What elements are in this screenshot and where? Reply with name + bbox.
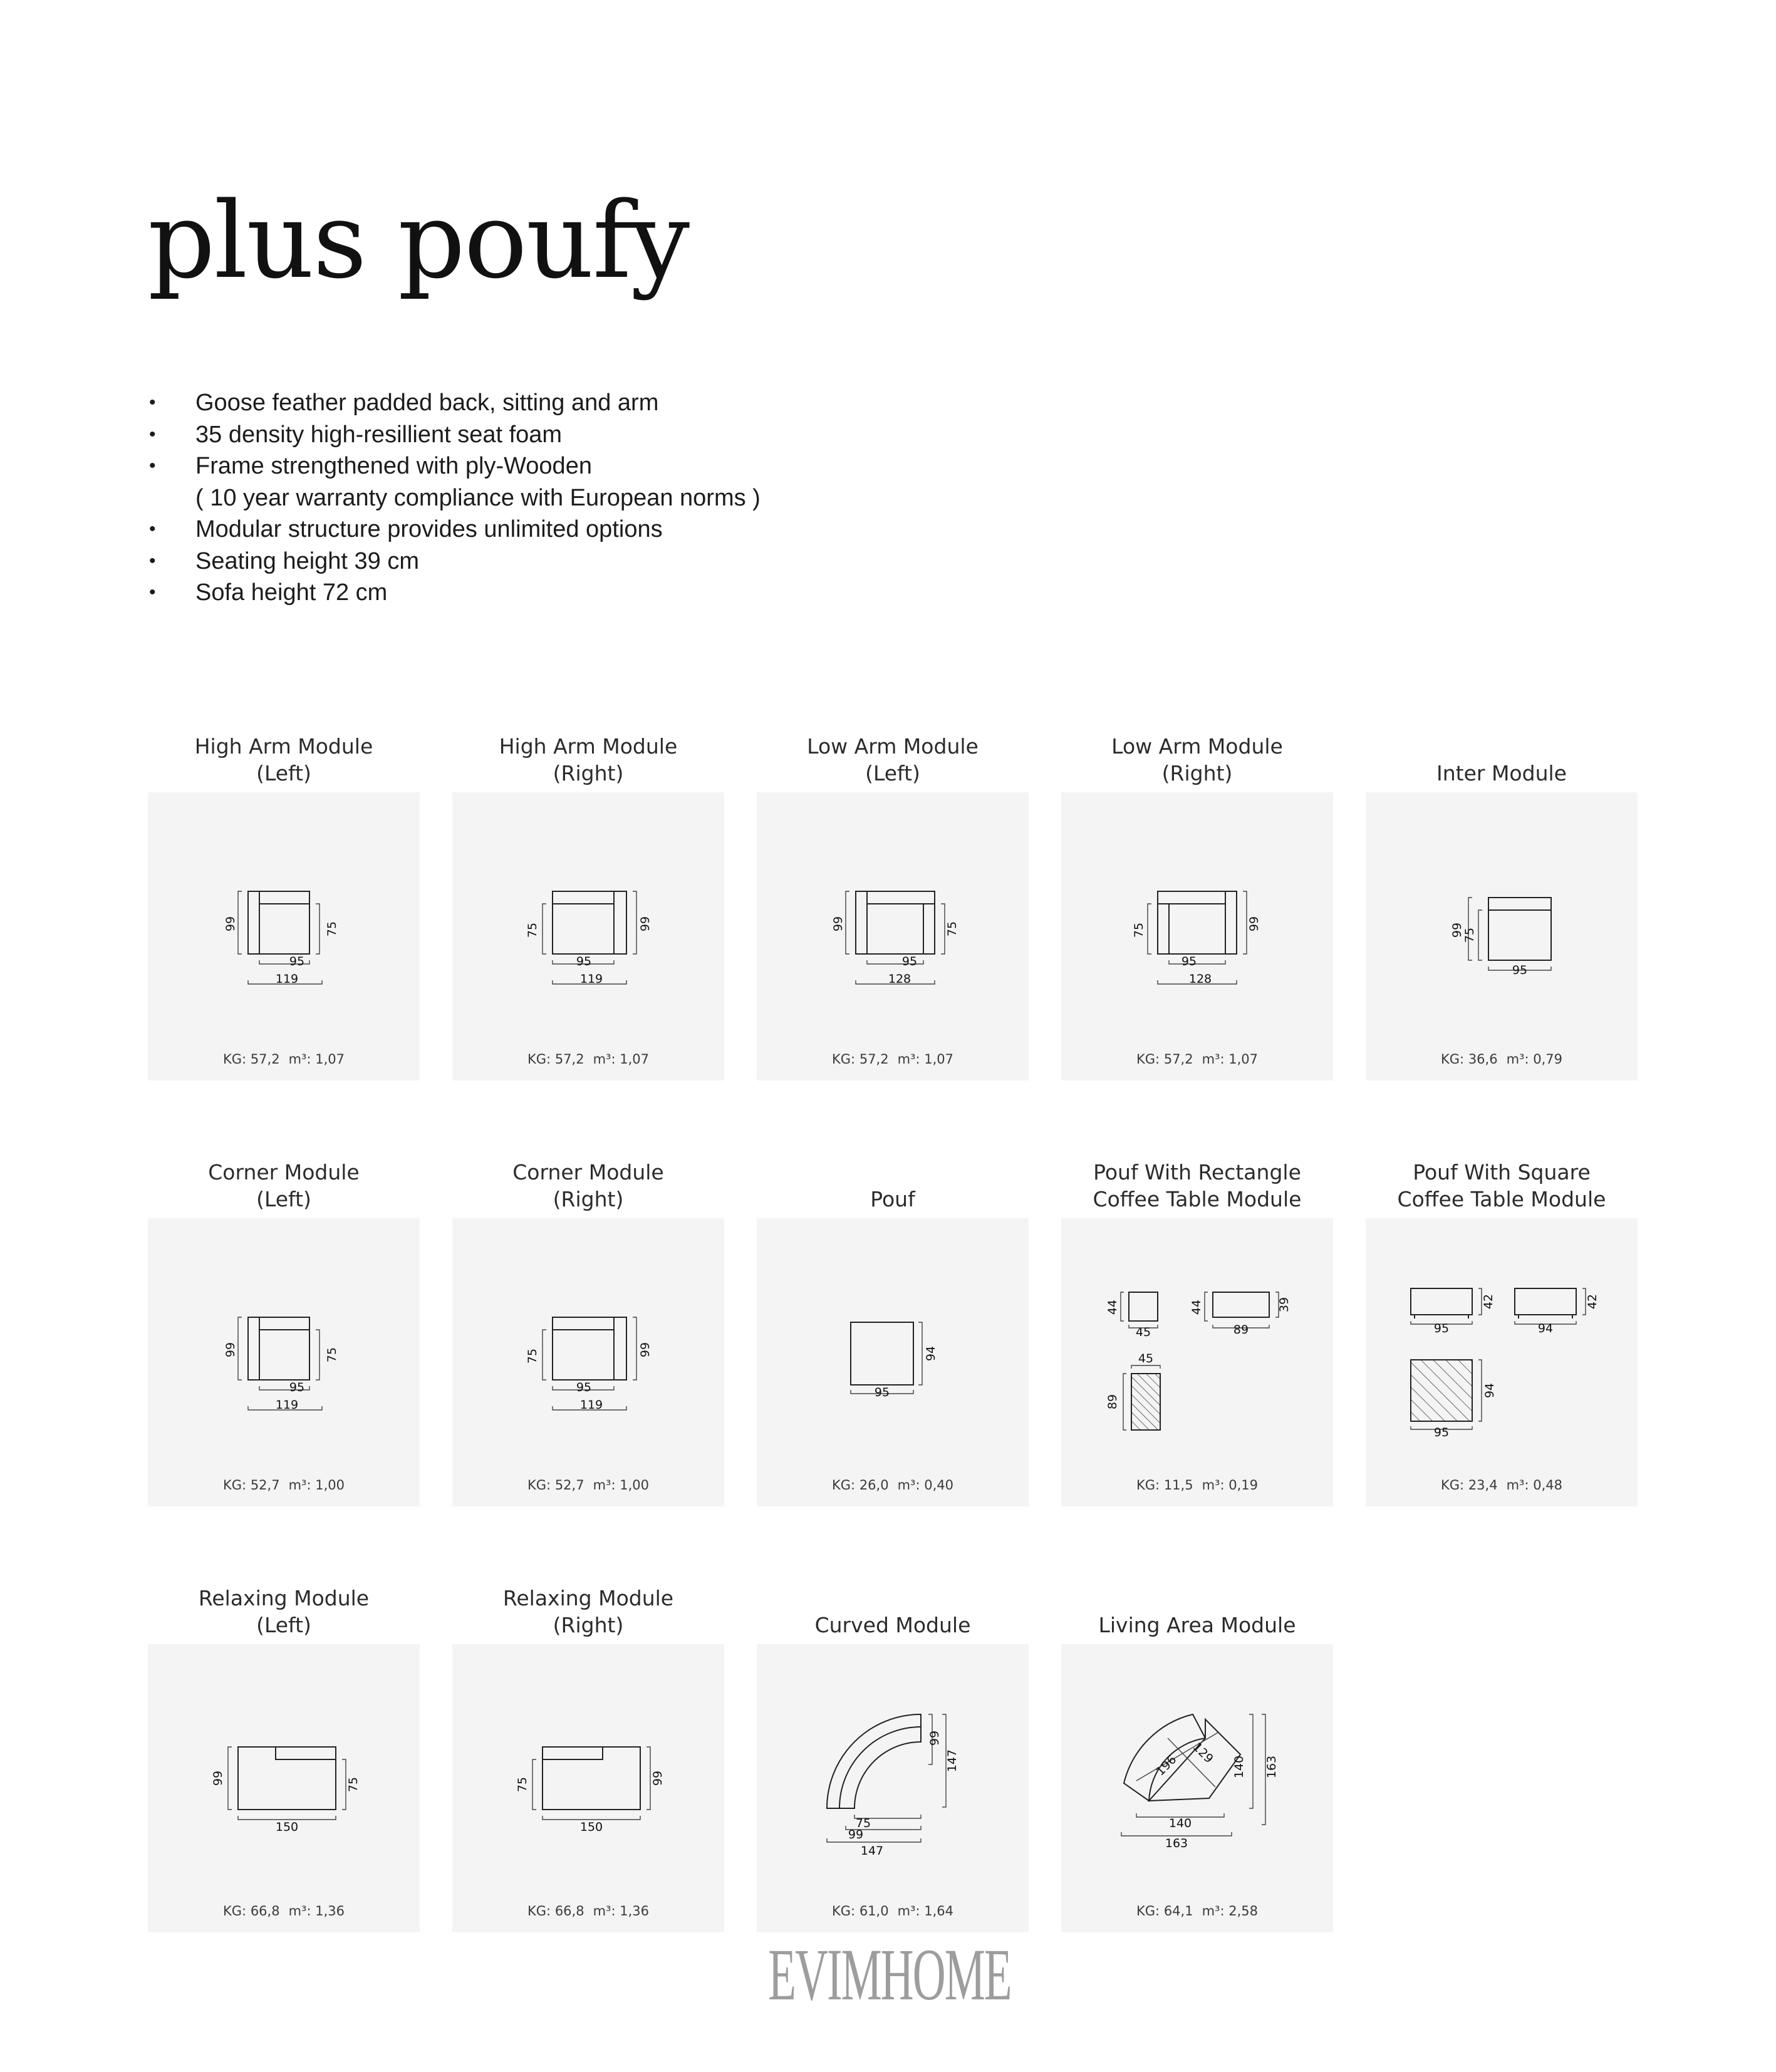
- module-title: Inter Module: [1436, 761, 1567, 785]
- dim-label: 147: [945, 1749, 959, 1773]
- module-outline: [543, 1747, 640, 1810]
- dim-label: 75: [516, 1776, 529, 1793]
- module-diagram: [757, 1218, 1029, 1506]
- dim-label: 99: [651, 1770, 665, 1786]
- dim-label: 39: [1277, 1297, 1291, 1313]
- module-panel: [757, 1644, 1029, 1932]
- module-stats: KG: 57,2 m³: 1,07: [223, 1052, 345, 1067]
- dim-label: 150: [579, 1820, 603, 1834]
- module-panel: [148, 1218, 420, 1506]
- module-panel: [757, 792, 1029, 1080]
- dimension-lines: [851, 1322, 922, 1394]
- dimension-lines: [543, 1317, 636, 1410]
- feature-item: • Modular structure provides unlimited options: [148, 514, 761, 546]
- module-diagram: [452, 1218, 724, 1506]
- module-stats: KG: 57,2 m³: 1,07: [832, 1052, 953, 1067]
- module-stats: KG: 52,7 m³: 1,00: [223, 1478, 345, 1493]
- dim-label: 45: [1135, 1325, 1151, 1339]
- dim-label: 99: [211, 1770, 225, 1786]
- dim-label: 99: [1450, 922, 1464, 938]
- dim-label: 75: [526, 1348, 539, 1364]
- module-diagram: [1366, 1218, 1638, 1506]
- module-title: Pouf: [870, 1187, 915, 1211]
- back-line: [839, 1727, 921, 1808]
- dim-label: 163: [1265, 1755, 1279, 1779]
- module-title: High Arm Module (Left): [194, 734, 373, 785]
- dim-label: 163: [1165, 1836, 1188, 1850]
- dim-label: 89: [1106, 1394, 1119, 1410]
- module-outline: [553, 891, 626, 954]
- module-stats: KG: 64,1 m³: 2,58: [1136, 1904, 1258, 1919]
- module-panel: [452, 1218, 724, 1506]
- dim-label: 129: [1190, 1740, 1216, 1766]
- dim-label: 45: [1138, 1352, 1154, 1365]
- module-title: High Arm Module (Right): [499, 734, 678, 785]
- module-title: Corner Module (Right): [512, 1160, 664, 1211]
- dim-label: 75: [526, 922, 539, 938]
- module-stats: KG: 66,8 m³: 1,36: [223, 1904, 345, 1919]
- feature-item: ( 10 year warranty compliance with European norms ): [195, 484, 761, 511]
- module-panel: [148, 1644, 420, 1932]
- feature-item: • 35 density high-resillient seat foam: [148, 419, 761, 451]
- bullet-icon: •: [149, 423, 156, 445]
- module-diagram: [757, 1644, 1029, 1932]
- dim-label: 89: [1233, 1323, 1249, 1337]
- module-diagram: [452, 1644, 724, 1932]
- module-panel: [452, 792, 724, 1080]
- feature-item: • Seating height 39 cm: [148, 546, 761, 578]
- dim-label: 119: [579, 972, 603, 986]
- module-title: Living Area Module: [1098, 1613, 1296, 1637]
- dim-label: 75: [325, 921, 339, 937]
- module-diagram: [757, 792, 1029, 1080]
- dim-label: 42: [1586, 1293, 1599, 1310]
- module-title: Curved Module: [814, 1613, 971, 1637]
- bullet-icon: •: [149, 392, 156, 413]
- dim-label: 94: [1537, 1322, 1554, 1335]
- module-stats: KG: 36,6 m³: 0,79: [1441, 1052, 1562, 1067]
- feature-item: • Sofa height 72 cm: [148, 577, 761, 609]
- bullet-icon: •: [149, 582, 156, 603]
- product-title: plus poufy: [148, 179, 689, 302]
- module-panel: [1061, 1218, 1333, 1506]
- module-title: Relaxing Module (Right): [502, 1586, 674, 1637]
- dim-label: 150: [275, 1820, 299, 1834]
- dim-label: 94: [1483, 1382, 1497, 1399]
- module-outline: [1488, 898, 1551, 960]
- dim-label: 95: [874, 1386, 890, 1399]
- dim-label: 99: [638, 1342, 652, 1358]
- module-diagram: [1366, 792, 1638, 1080]
- module-diagram: [148, 1644, 420, 1932]
- module-outline: [553, 1317, 626, 1380]
- dim-label: 75: [325, 1347, 339, 1363]
- dim-label: 99: [831, 916, 845, 932]
- table-top-outline: [1411, 1360, 1472, 1421]
- module-diagram: [1061, 1218, 1333, 1506]
- dim-label: 44: [1190, 1299, 1203, 1315]
- module-stats: KG: 66,8 m³: 1,36: [527, 1904, 649, 1919]
- dim-label: 75: [1132, 922, 1146, 938]
- module-panel: [1061, 1644, 1333, 1932]
- back-line: [276, 1747, 336, 1759]
- module-stats: KG: 52,7 m³: 1,00: [527, 1478, 649, 1493]
- module-title: Low Arm Module (Left): [807, 734, 979, 785]
- bullet-icon: •: [149, 519, 156, 539]
- dim-label: 95: [901, 955, 918, 968]
- dimension-lines: [1468, 898, 1551, 970]
- dim-label: 99: [1247, 916, 1261, 932]
- module-outline: [248, 1317, 309, 1380]
- dim-label: 99: [638, 916, 652, 932]
- module-title: Pouf With Square Coffee Table Module: [1397, 1160, 1606, 1211]
- dim-label: 119: [275, 972, 299, 986]
- dim-label: 75: [945, 921, 959, 937]
- module-diagram: [452, 792, 724, 1080]
- dimension-lines: [1148, 891, 1247, 984]
- table-side-outline: [1213, 1292, 1269, 1317]
- module-diagram: [1061, 1644, 1333, 1932]
- dim-label: 42: [1482, 1293, 1495, 1310]
- module-panel: [757, 1218, 1029, 1506]
- dim-label: 140: [1232, 1755, 1246, 1779]
- dim-label: 95: [1433, 1322, 1450, 1335]
- brand-logo: EVIMHOME: [768, 1934, 1011, 2016]
- dim-label: 128: [1188, 972, 1212, 986]
- module-stats: KG: 26,0 m³: 0,40: [832, 1478, 953, 1493]
- module-panel: [1061, 792, 1333, 1080]
- module-outline: [248, 891, 309, 954]
- dim-label: 95: [1433, 1426, 1450, 1439]
- module-panel: [1366, 1218, 1638, 1506]
- dim-label: 75: [346, 1776, 360, 1793]
- dim-label: 95: [576, 955, 592, 968]
- dim-label: 94: [924, 1345, 938, 1362]
- dim-label: 75: [855, 1816, 871, 1830]
- dim-label: 196: [1153, 1753, 1180, 1779]
- module-panel: [148, 792, 420, 1080]
- module-title: Pouf With Rectangle Coffee Table Module: [1093, 1160, 1302, 1211]
- dim-label: 75: [1463, 927, 1477, 943]
- module-title: Corner Module (Left): [208, 1160, 360, 1211]
- dim-label: 99: [224, 1342, 237, 1358]
- dim-label: 95: [1512, 963, 1528, 977]
- dimension-lines: [1515, 1288, 1586, 1324]
- feature-item: • Goose feather padded back, sitting and arm: [148, 387, 761, 419]
- dim-label: 147: [860, 1844, 884, 1858]
- table-side-outline: [1515, 1288, 1576, 1315]
- module-title: Relaxing Module (Left): [198, 1586, 370, 1637]
- module-outline: [851, 1322, 913, 1385]
- dim-label: 119: [579, 1398, 603, 1412]
- feature-list: [148, 387, 761, 609]
- pouf-outline: [1129, 1292, 1158, 1321]
- dimension-lines: [1121, 1292, 1158, 1328]
- dim-label: 95: [1181, 955, 1197, 968]
- module-stats: KG: 61,0 m³: 1,64: [832, 1904, 953, 1919]
- module-title: Low Arm Module (Right): [1111, 734, 1283, 785]
- module-diagram: [148, 1218, 420, 1506]
- bullet-icon: •: [149, 550, 156, 571]
- dim-label: 128: [888, 972, 911, 986]
- dim-label: 99: [848, 1828, 864, 1841]
- back-line: [543, 1747, 603, 1759]
- module-stats: KG: 23,4 m³: 0,48: [1441, 1478, 1562, 1493]
- dim-label: 95: [289, 955, 305, 968]
- module-stats: KG: 57,2 m³: 1,07: [527, 1052, 649, 1067]
- pouf-outline: [1411, 1288, 1472, 1315]
- module-diagram: [1061, 792, 1333, 1080]
- dimension-lines: [228, 1747, 346, 1820]
- module-stats: KG: 11,5 m³: 0,19: [1136, 1478, 1258, 1493]
- dim-label: 99: [928, 1730, 942, 1746]
- dim-label: 95: [289, 1380, 305, 1394]
- dimension-lines: [532, 1747, 650, 1820]
- table-top-outline: [1131, 1374, 1160, 1430]
- dimension-lines: [1411, 1288, 1482, 1324]
- module-diagram: [148, 792, 420, 1080]
- dimension-lines: [846, 891, 945, 984]
- module-outline: [238, 1747, 336, 1810]
- dim-label: 44: [1106, 1299, 1119, 1315]
- dim-label: 140: [1168, 1816, 1192, 1830]
- dim-label: 99: [224, 916, 237, 932]
- feature-item: • Frame strengthened with ply-Wooden: [148, 450, 761, 482]
- module-stats: KG: 57,2 m³: 1,07: [1136, 1052, 1258, 1067]
- module-panel: [1366, 792, 1638, 1080]
- bullet-icon: •: [149, 455, 156, 476]
- dim-label: 95: [576, 1380, 592, 1394]
- dimension-lines: [543, 891, 636, 984]
- dim-label: 119: [275, 1398, 299, 1412]
- module-panel: [452, 1644, 724, 1932]
